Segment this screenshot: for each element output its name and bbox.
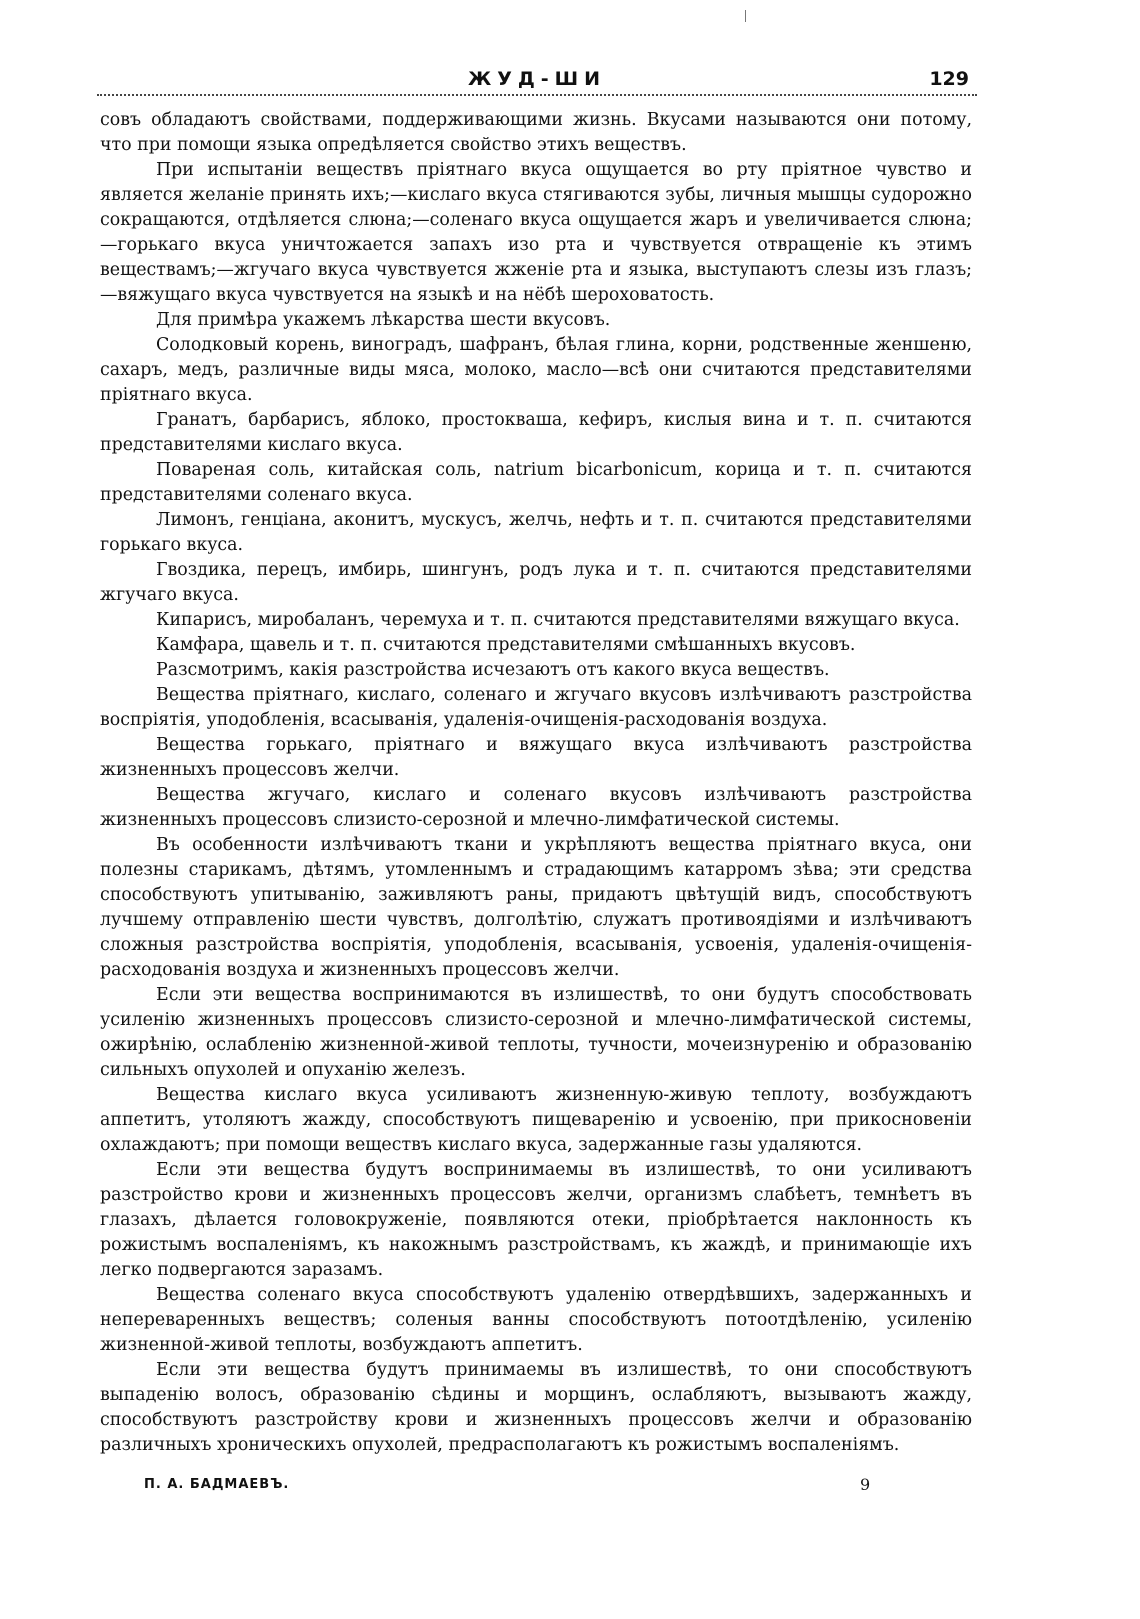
paragraph: Если эти вещества будутъ принимаемы въ излишествѣ, то они способствуютъ выпаденію волосъ, образованію сѣдины и морщинъ, ослабляютъ, вызываютъ жажду, способствуютъ разстройству крови и жизненныхъ процессовъ желчи и образованію различныхъ хроническихъ опухолей, предрасполагаютъ къ рожистымъ воспаленіямъ. <box>100 1360 972 1455</box>
paragraph: Если эти вещества будутъ воспринимаемы въ излишествѣ, то они усиливаютъ разстройство крови и жизненныхъ процессовъ желчи, организмъ слабѣетъ, темнѣетъ въ глазахъ, дѣлается головокруженіе, появляются отеки, пріобрѣтается наклонность къ рожистымъ воспаленіямъ, къ накожнымъ разстройствамъ, къ жаждѣ, и принимающіе ихъ легко подвергаются заразамъ. <box>100 1160 972 1280</box>
page-footer <box>100 1477 972 1501</box>
body-text <box>100 108 972 1458</box>
signature-number: 9 <box>860 1475 871 1494</box>
paragraph: Солодковый корень, виноградъ, шафранъ, бѣлая глина, корни, родственные женшеню, сахаръ, медъ, различные виды мяса, молоко, масло—всѣ они считаются представителями пріятнаго вкуса. <box>100 335 972 405</box>
header-rule <box>97 94 977 96</box>
paragraph: Вещества соленаго вкуса способствуютъ удаленію отвердѣвшихъ, задержанныхъ и непереваренныхъ веществъ; соленыя ванны способствуютъ потоотдѣленію, усиленію жизненной-живой теплоты, возбуждаютъ аппетитъ. <box>100 1285 972 1355</box>
scan-mark <box>745 10 746 22</box>
paragraph: Разсмотримъ, какія разстройства исчезаютъ отъ какого вкуса веществъ. <box>156 660 830 680</box>
paragraph: При испытаніи веществъ пріятнаго вкуса ощущается во рту пріятное чувство и является желаніе принять ихъ;—кислаго вкуса стягиваются зубы, личныя мышцы судорожно сокращаются, отдѣляется слюна;—соленаго вкуса ощущается жаръ и увеличивается слюна;—горькаго вкуса уничтожается запахъ изо рта и чувствуется отвращеніе къ этимъ веществамъ;—жгучаго вкуса чувствуется жженіе рта и языка, выступаютъ слезы изъ глазъ;—вяжущаго вкуса чувствуется на языкѣ и на нёбѣ шероховатость. <box>100 160 972 305</box>
paragraph: Кипарисъ, миробаланъ, черемуха и т. п. считаются представителями вяжущаго вкуса. <box>156 610 960 630</box>
paragraph: Вещества кислаго вкуса усиливаютъ жизненную-живую теплоту, возбуждаютъ аппетитъ, утоляютъ жажду, способствуютъ пищеваренію и усвоенію, при прикосновеніи охлаждаютъ; при помощи веществъ кислаго вкуса, задержанные газы удаляются. <box>100 1085 972 1155</box>
paragraph: Гранатъ, барбарисъ, яблоко, простокваша, кефиръ, кислыя вина и т. п. считаются представителями кислаго вкуса. <box>100 410 972 455</box>
paragraph: Въ особенности излѣчиваютъ ткани и укрѣпляютъ вещества пріятнаго вкуса, они полезны старикамъ, дѣтямъ, утомленнымъ и страдающимъ катарромъ зѣва; эти средства способствуютъ упитыванію, заживляютъ раны, придаютъ цвѣтущій видъ, способствуютъ лучшему отправленію шести чувствъ, долголѣтію, служатъ противоядіями и излѣчиваютъ сложныя разстройства воспріятія, уподобленія, всасыванія, усвоенія, удаленія-очищенія-расходованія воздуха и жизненныхъ процессовъ желчи. <box>100 835 972 980</box>
header-title: ЖУД-ШИ <box>467 68 607 90</box>
paragraph: Гвоздика, перецъ, имбирь, шингунъ, родъ лука и т. п. считаются представителями жгучаго вкуса. <box>100 560 972 605</box>
page-number: 129 <box>929 68 969 90</box>
paragraph: Лимонъ, генціана, аконитъ, мускусъ, желчь, нефть и т. п. считаются представителями горькаго вкуса. <box>100 510 972 555</box>
paragraph: Вещества жгучаго, кислаго и соленаго вкусовъ излѣчиваютъ разстройства жизненныхъ процессовъ слизисто-серозной и млечно-лимфатической системы. <box>100 785 972 830</box>
paragraph: Для примѣра укажемъ лѣкарства шести вкусовъ. <box>156 310 611 330</box>
signature-mark: П. А. БАДМАЕВЪ. <box>144 1477 290 1492</box>
running-header <box>97 66 977 96</box>
paragraph-continued: совъ обладаютъ свойствами, поддерживающими жизнь. Вкусами называются они потому, что при помощи языка опредѣляется свойство этихъ веществъ. <box>100 110 972 155</box>
paragraph: Вещества горькаго, пріятнаго и вяжущаго вкуса излѣчиваютъ разстройства жизненныхъ процессовъ желчи. <box>100 735 972 780</box>
paragraph: Вещества пріятнаго, кислаго, соленаго и жгучаго вкусовъ излѣчиваютъ разстройства воспріятія, уподобленія, всасыванія, удаленія-очищенія-расходованія воздуха. <box>100 685 972 730</box>
paragraph: Если эти вещества воспринимаются въ излишествѣ, то они будутъ способствовать усиленію жизненныхъ процессовъ слизисто-серозной и млечно-лимфатической системы, ожирѣнію, ослабленію жизненной-живой теплоты, тучности, мочеизнуренію и образованію сильныхъ опухолей и опуханію железъ. <box>100 985 972 1080</box>
paragraph: Повареная соль, китайская соль, natrium bicarbonicum, корица и т. п. считаются представителями соленаго вкуса. <box>100 460 972 505</box>
paragraph: Камфара, щавель и т. п. считаются представителями смѣшанныхъ вкусовъ. <box>156 635 856 655</box>
